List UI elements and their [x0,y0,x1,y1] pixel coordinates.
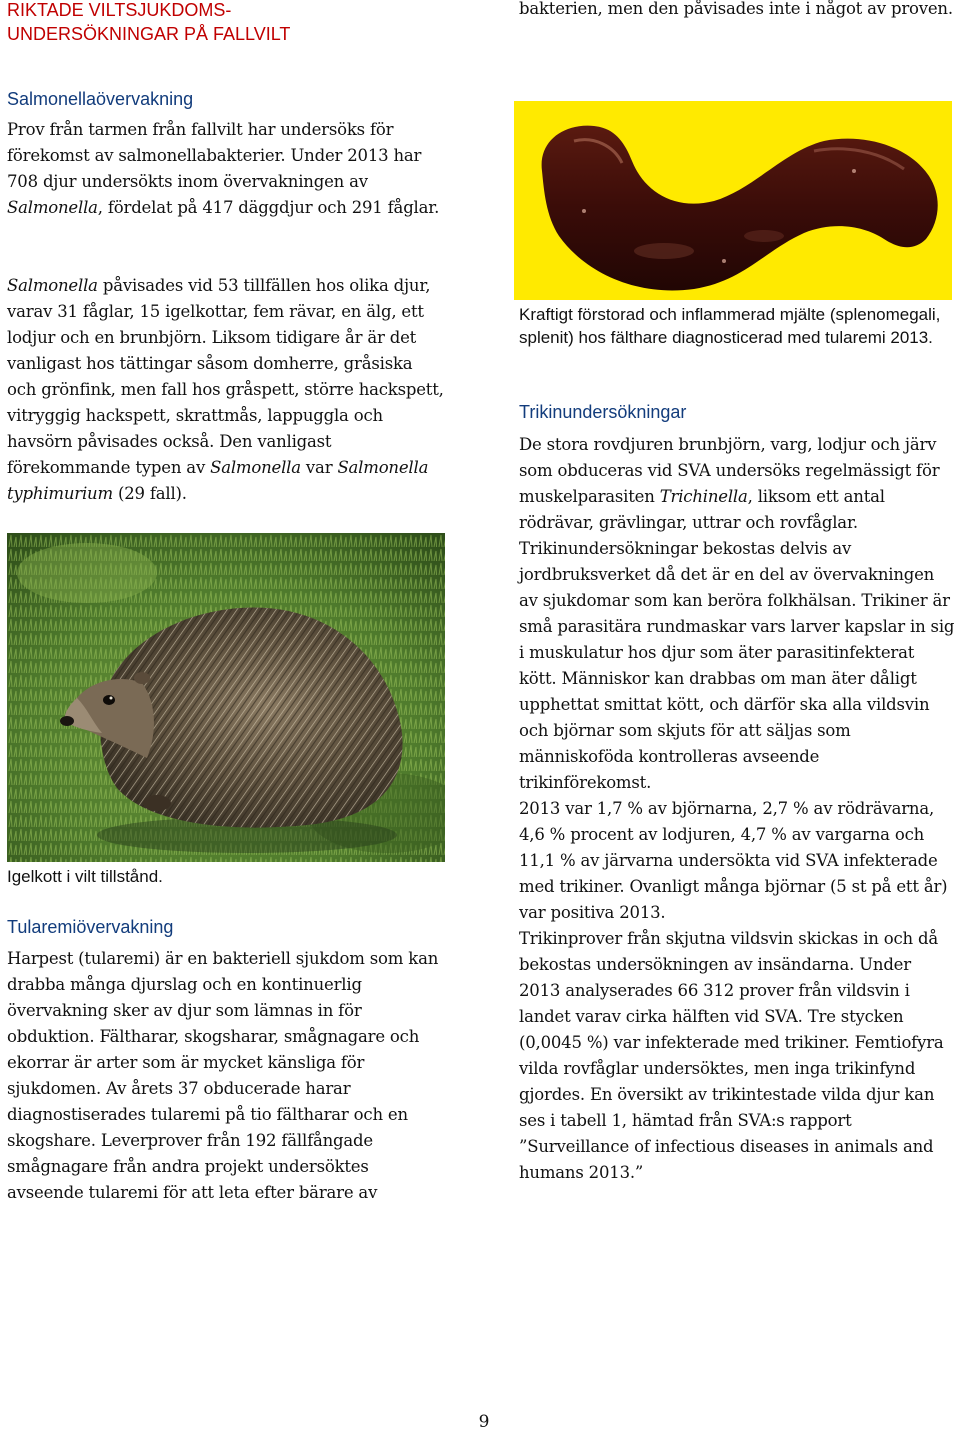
page-title [7,0,445,46]
hedgehog-caption: Igelkott i vilt tillstånd. [7,867,163,886]
italic-species: Trichinella [659,487,748,506]
text-run: , fördelat på 417 däggdjur och 291 fåglar. [97,198,440,217]
salmonella-paragraph-2 [7,273,445,507]
italic-species: Salmonella [210,458,301,477]
page-title-line-2: UNDERSÖKNINGAR PÅ FALLVILT [7,24,291,44]
page-number: 9 [478,1412,490,1432]
text-run: De stora rovdjuren brunbjörn, varg, lodjur och järv som obduceras vid SVA undersöks regelmässigt för muskelparasiten [519,435,940,506]
trikin-body [519,432,955,1186]
trikin-paragraph-3: Trikinprover från skjutna vildsvin skickas in och då bekostas undersökningen av insändarna. Under 2013 analyserades 66 312 prover från vildsvin i landet varav cirka hälften vid SVA. Tre stycken (0,0045 %) var infekterade med trikiner. Femtiofyra vilda rovfåglar undersöktes, men inga trikinfynd gjordes. En översikt av trikintestade vilda djur kan ses i tabell 1, hämtad från SVA:s rapport ”Surveillance of infectious diseases in animals and humans 2013.” [519,929,944,1182]
trikin-heading: Trikinundersökningar [519,402,687,422]
text-run: (29 fall). [112,484,187,503]
tularemi-heading: Tularemiövervakning [7,917,174,937]
page-title-line-1: RIKTADE VILTSJUKDOMS- [7,0,232,20]
salmonella-heading: Salmonellaövervakning [7,89,194,109]
spleen-caption: Kraftigt förstorad och inflammerad mjälte (splenomegali, splenit) hos fälthare diagnosticerad med tularemi 2013. [519,305,941,347]
spleen-photo [514,101,952,300]
trikin-paragraph-2: 2013 var 1,7 % av björnarna, 2,7 % av rödrävarna, 4,6 % procent av lodjuren, 4,7 % av vargarna och 11,1 % av järvarna undersökta vid SVA infekterade med trikiner. Ovanligt många björnar (5 st på ett år) var positiva 2013. [519,799,948,922]
hedgehog-photo [7,533,445,862]
text-run: var [300,458,338,477]
salmonella-paragraph-1 [7,117,445,221]
italic-species: Salmonella [7,198,98,217]
tularemi-paragraph: Harpest (tularemi) är en bakteriell sjukdom som kan drabba många djurslag och en kontinuerlig övervakning sker av djur som lämnas in för obduktion. Fältharar, skogsharar, smågnagare och ekorrar är arter som är mycket känsliga för sjukdomen. Av årets 37 obducerade harar diagnostiserades tularemi på tio fältharar och en skogshare. Leverprover från 192 fällfångade smågnagare från andra projekt undersöktes avseende tularemi för att leta efter bärare av [7,949,439,1202]
trikin-paragraph-1 [519,432,955,796]
continuation-text: bakterien, men den påvisades inte i något av proven. [519,0,953,18]
text-run: Prov från tarmen från fallvilt har undersöks för förekomst av salmonellabakterier. Under 2013 har 708 djur undersökts inom övervakningen av [7,120,422,191]
italic-species: Salmonella [7,276,98,295]
text-run: , liksom ett antal rödrävar, grävlingar, uttrar och rovfåglar. Trikinundersökningar bekostas delvis av jordbruksverket då det är en del av övervakningen av sjukdomar som kan beröra folkhälsan. Trikiner är små parasitära rundmaskar vars larver kapslar in sig i muskulatur hos djur som äter parasitinfekterat kött. Människor kan drabbas om man äter dåligt upphettat smittat kött, och därför ska alla vildsvin och björnar som skjuts för att säljas som människoföda kontrolleras avseende trikinförekomst. [519,487,955,792]
text-run: påvisades vid 53 tillfällen hos olika djur, varav 31 fåglar, 15 igelkottar, fem rävar, en älg, ett lodjur och en brunbjörn. Liksom tidigare år är det vanligast hos tättingar såsom domherre, gråsiska och grönfink, men fall hos gråspett, större hackspett, vitryggig hackspett, skrattmås, lappuggla och havsörn påvisades också. Den vanligast förekommande typen av [7,276,444,477]
italic-species: Salmonella typhimurium [7,458,429,503]
